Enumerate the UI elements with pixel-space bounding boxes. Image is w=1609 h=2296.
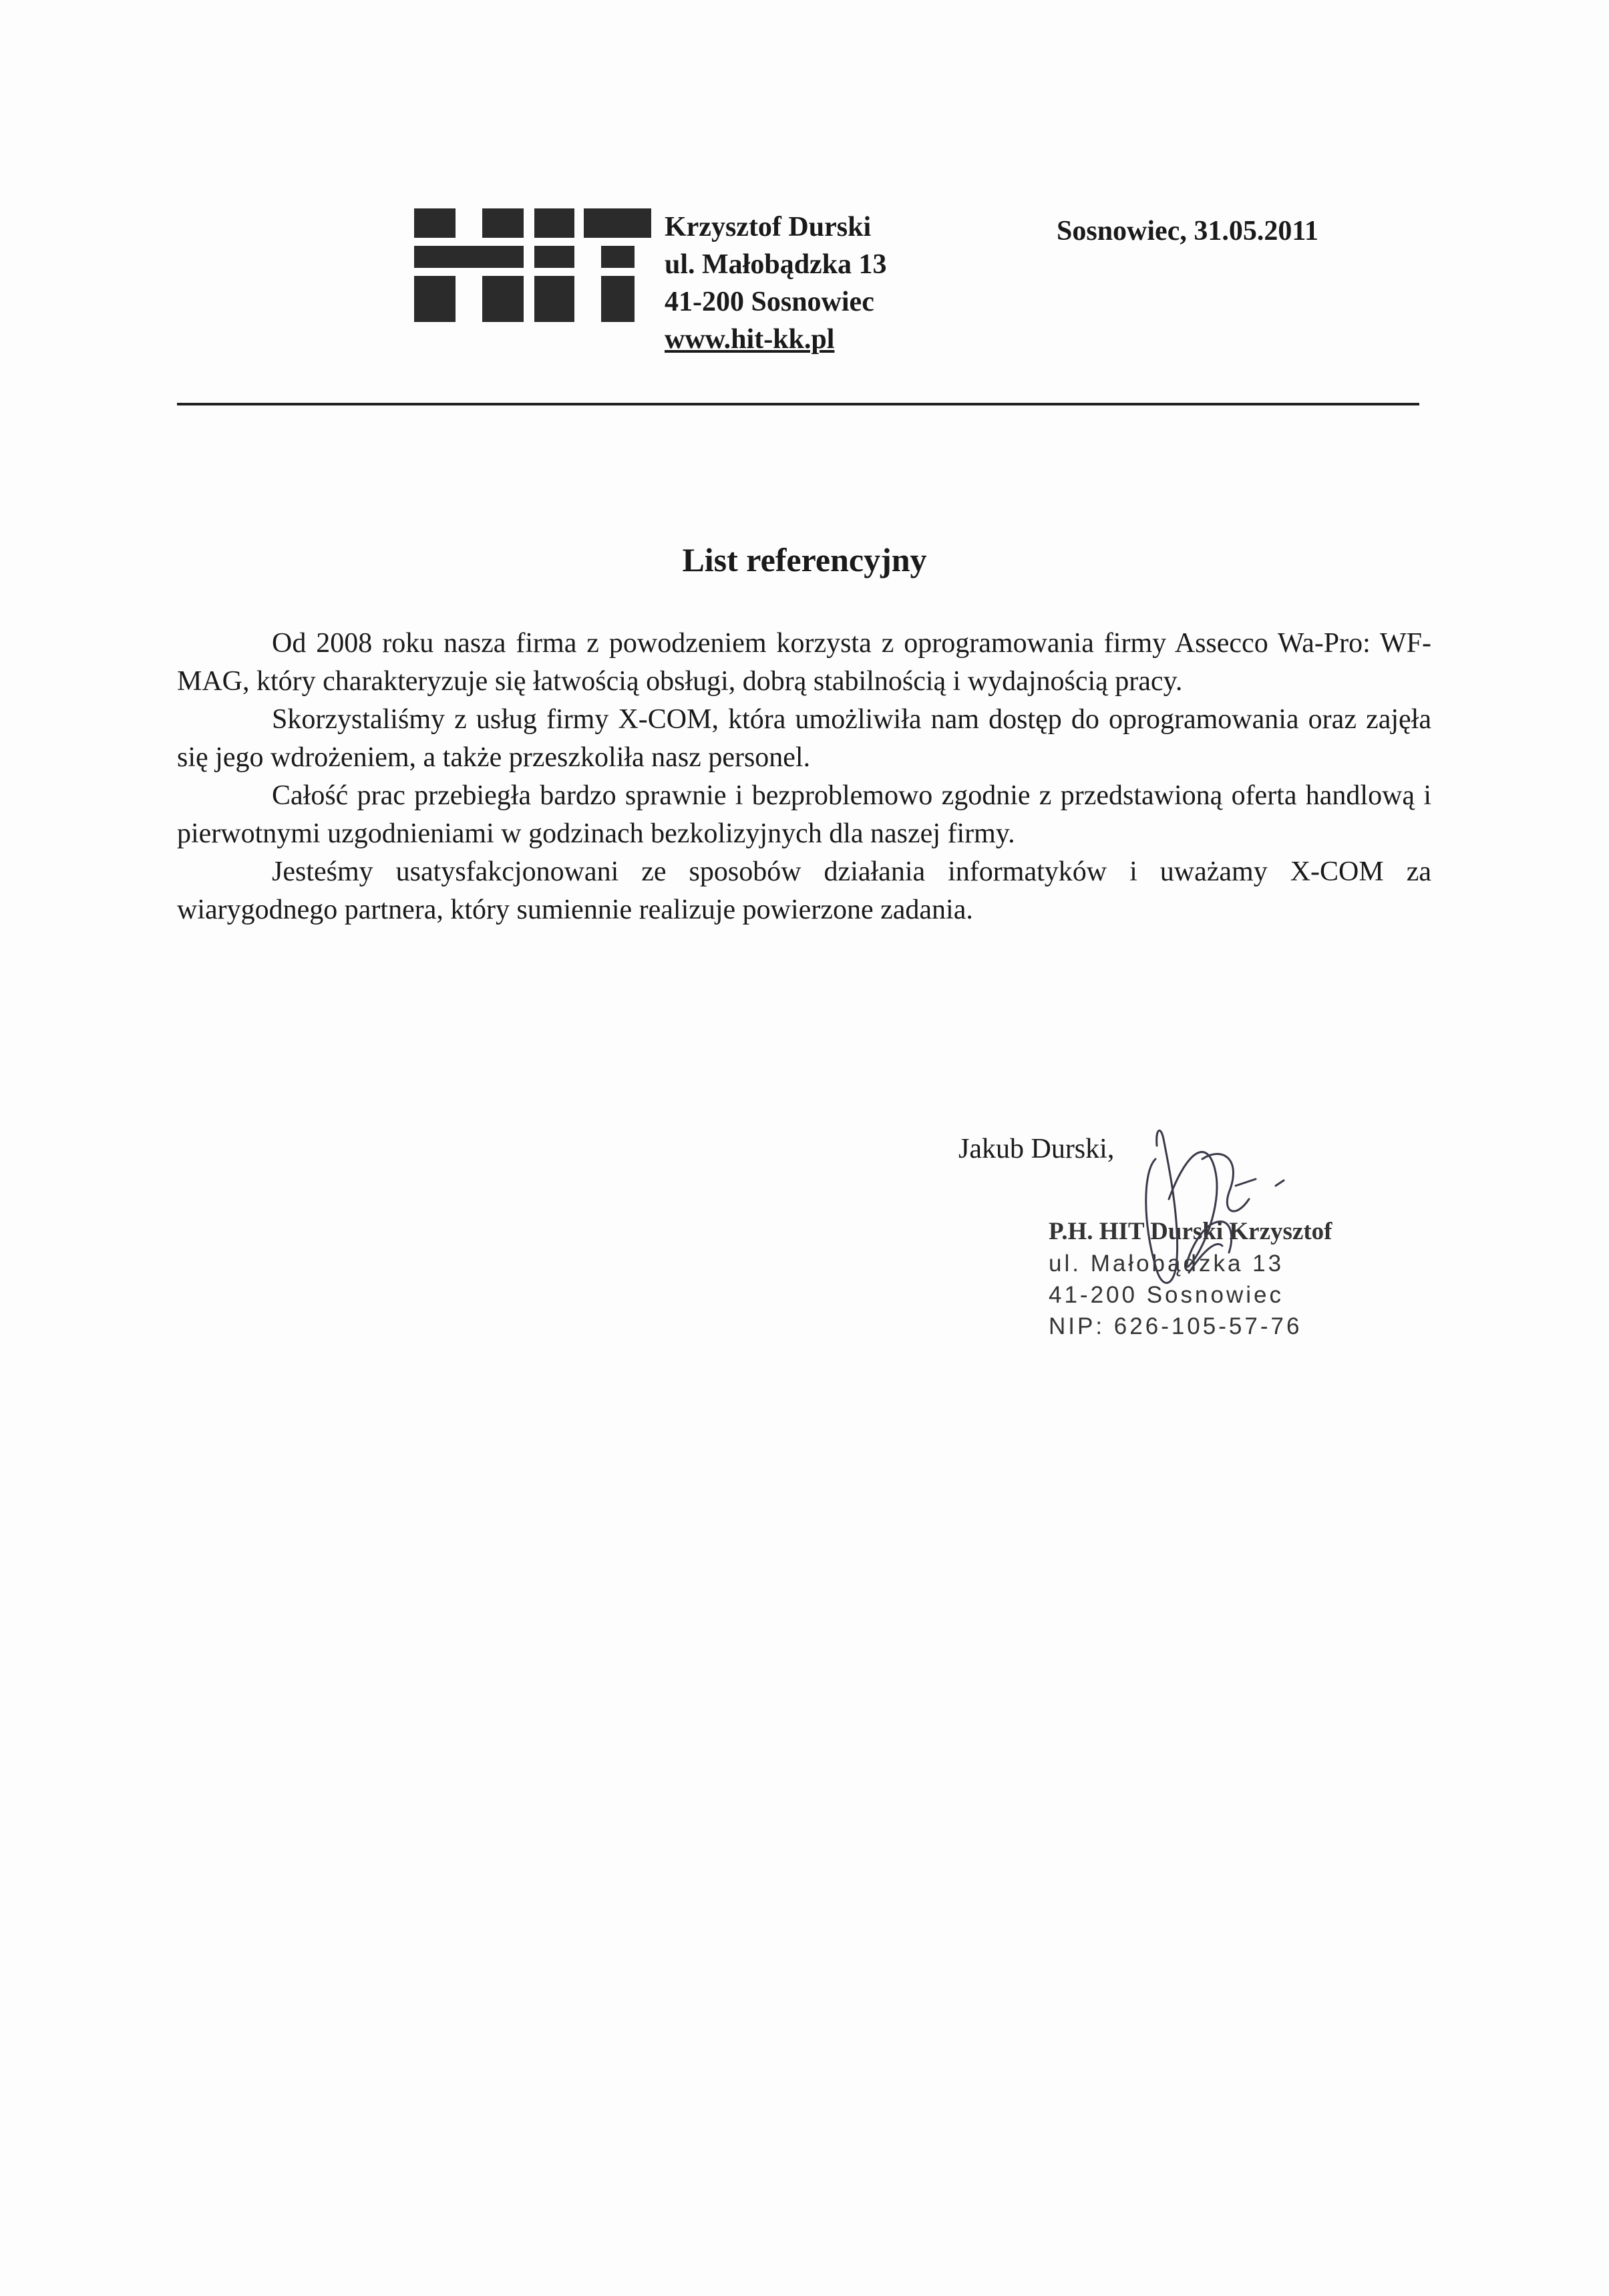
header-divider [177,403,1419,405]
hit-logo [414,208,651,322]
letter-title: List referencyjny [682,541,927,579]
handwritten-signature [1129,1119,1349,1319]
sender-street: ul. Małobądzka 13 [665,249,887,280]
stamp-line-company: P.H. HIT Durski Krzysztof [1049,1218,1332,1245]
stamp-line-city: 41-200 Sosnowiec [1049,1282,1284,1308]
signer-name: Jakub Durski, [958,1134,1115,1164]
stamp-line-nip: NIP: 626-105-57-76 [1049,1313,1302,1339]
stamp-line-street: ul. Małobądzka 13 [1049,1251,1284,1277]
paragraph: Całość prac przebiegła bardzo sprawnie i bezproblemowo zgodnie z przedstawioną oferta handlową i pierwotnymi uzgodnieniami w godzinach bezkolizyjnych dla naszej firmy. [177,780,1431,849]
sender-website-link[interactable]: www.hit-kk.pl [665,324,835,355]
sender-address [665,208,887,358]
paragraph: Jesteśmy usatysfakcjonowani ze sposobów działania informatyków i uważamy X-COM za wiarygodnego partnera, który sumiennie realizuje powierzone zadania. [177,856,1431,925]
place-date: Sosnowiec, 31.05.2011 [1057,216,1319,247]
paragraph: Skorzystaliśmy z usług firmy X-COM, która umożliwiła nam dostęp do oprogramowania oraz zajęła się jego wdrożeniem, a także przeszkoliła nasz personel. [177,704,1431,773]
paragraph: Od 2008 roku nasza firma z powodzeniem korzysta z oprogramowania firmy Assecco Wa-Pro: WF-MAG, który charakteryzuje się łatwością obsługi, dobrą stabilnością i wydajnością pracy. [177,628,1431,697]
sender-name: Krzysztof Durski [665,212,872,242]
sender-city: 41-200 Sosnowiec [665,287,874,317]
letter-body [177,625,1431,929]
